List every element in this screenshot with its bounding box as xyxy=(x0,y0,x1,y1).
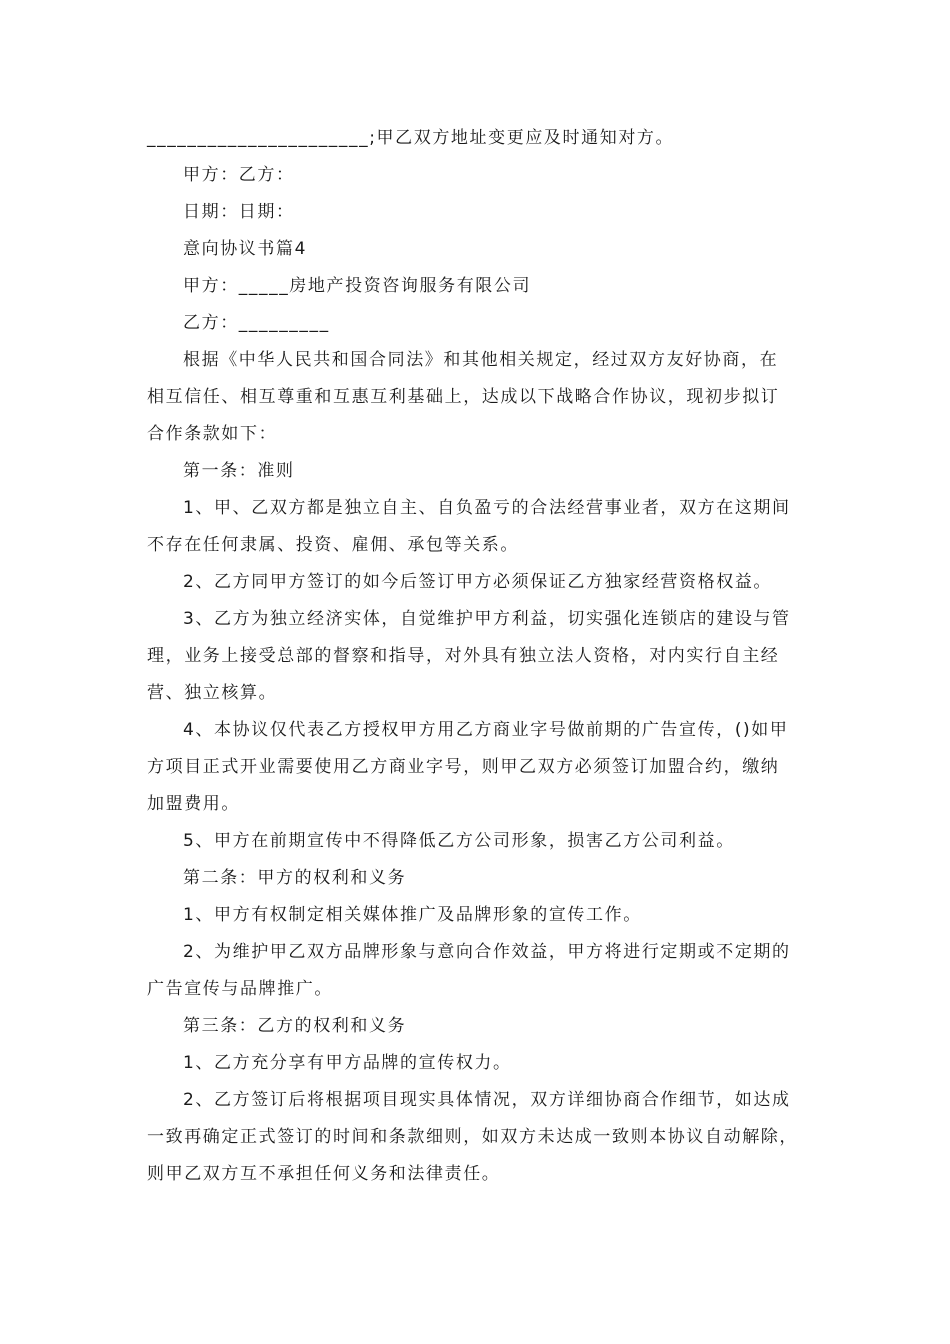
article-1-item-2: 2、乙方同甲方签订的如今后签订甲方必须保证乙方独家经营资格权益。 xyxy=(183,572,773,592)
section-title: 意向协议书篇4 xyxy=(183,239,308,259)
signature-parties: 甲方：乙方： xyxy=(183,165,295,185)
article-1-item-3 xyxy=(147,601,807,712)
article-3-item-1: 1、乙方充分享有甲方品牌的宣传权力。 xyxy=(183,1053,512,1073)
paragraph-line: 3、乙方为独立经济实体，自觉维护甲方利益，切实强化连锁店的建设与管 xyxy=(183,609,791,629)
article-1-item-4 xyxy=(147,712,807,823)
party-b: 乙方：_________ xyxy=(183,313,330,333)
paragraph-line: 一致再确定正式签订的时间和条款细则，如双方未达成一致则本协议自动解除， xyxy=(147,1127,798,1147)
paragraph-line: 2、为维护甲乙双方品牌形象与意向合作效益，甲方将进行定期或不定期的 xyxy=(183,942,791,962)
article-1-item-1 xyxy=(147,490,807,564)
article-1-item-5: 5、甲方在前期宣传中不得降低乙方公司形象，损害乙方公司利益。 xyxy=(183,831,735,851)
intro-line: 合作条款如下： xyxy=(147,424,278,444)
paragraph-line: 加盟费用。 xyxy=(147,794,240,814)
blank-underline: ______________________ xyxy=(147,128,370,148)
article-1-title: 第一条：准则 xyxy=(183,461,295,481)
paragraph-line: 不存在任何隶属、投资、雇佣、承包等关系。 xyxy=(147,535,519,555)
address-change-text: ;甲乙双方地址变更应及时通知对方。 xyxy=(369,128,675,148)
article-2-title: 第二条：甲方的权利和义务 xyxy=(183,868,407,888)
intro-paragraph xyxy=(147,342,807,453)
party-a: 甲方：_____房地产投资咨询服务有限公司 xyxy=(183,276,532,296)
signature-dates: 日期：日期： xyxy=(183,202,295,222)
paragraph-line: 则甲乙双方互不承担任何义务和法律责任。 xyxy=(147,1164,501,1184)
paragraph-line: 1、甲、乙双方都是独立自主、自负盈亏的合法经营事业者，双方在这期间 xyxy=(183,498,791,518)
paragraph-line: 营、独立核算。 xyxy=(147,683,278,703)
address-change-line xyxy=(147,120,807,157)
paragraph-line: 方项目正式开业需要使用乙方商业字号，则甲乙双方必须签订加盟合约，缴纳 xyxy=(147,757,780,777)
article-3-title: 第三条：乙方的权利和义务 xyxy=(183,1016,407,1036)
paragraph-line: 4、本协议仅代表乙方授权甲方用乙方商业字号做前期的广告宣传，()如甲 xyxy=(183,720,789,740)
paragraph-line: 理，业务上接受总部的督察和指导，对外具有独立法人资格，对内实行自主经 xyxy=(147,646,780,666)
intro-line: 根据《中华人民共和国合同法》和其他相关规定，经过双方友好协商，在 xyxy=(183,350,779,370)
paragraph-line: 广告宣传与品牌推广。 xyxy=(147,979,333,999)
article-2-item-1: 1、甲方有权制定相关媒体推广及品牌形象的宣传工作。 xyxy=(183,905,642,925)
article-3-item-2 xyxy=(147,1082,807,1193)
article-2-item-2 xyxy=(147,934,807,1008)
document-body xyxy=(147,120,807,1193)
paragraph-line: 2、乙方签订后将根据项目现实具体情况，双方详细协商合作细节，如达成 xyxy=(183,1090,791,1110)
intro-line: 相互信任、相互尊重和互惠互利基础上，达成以下战略合作协议，现初步拟订 xyxy=(147,387,780,407)
